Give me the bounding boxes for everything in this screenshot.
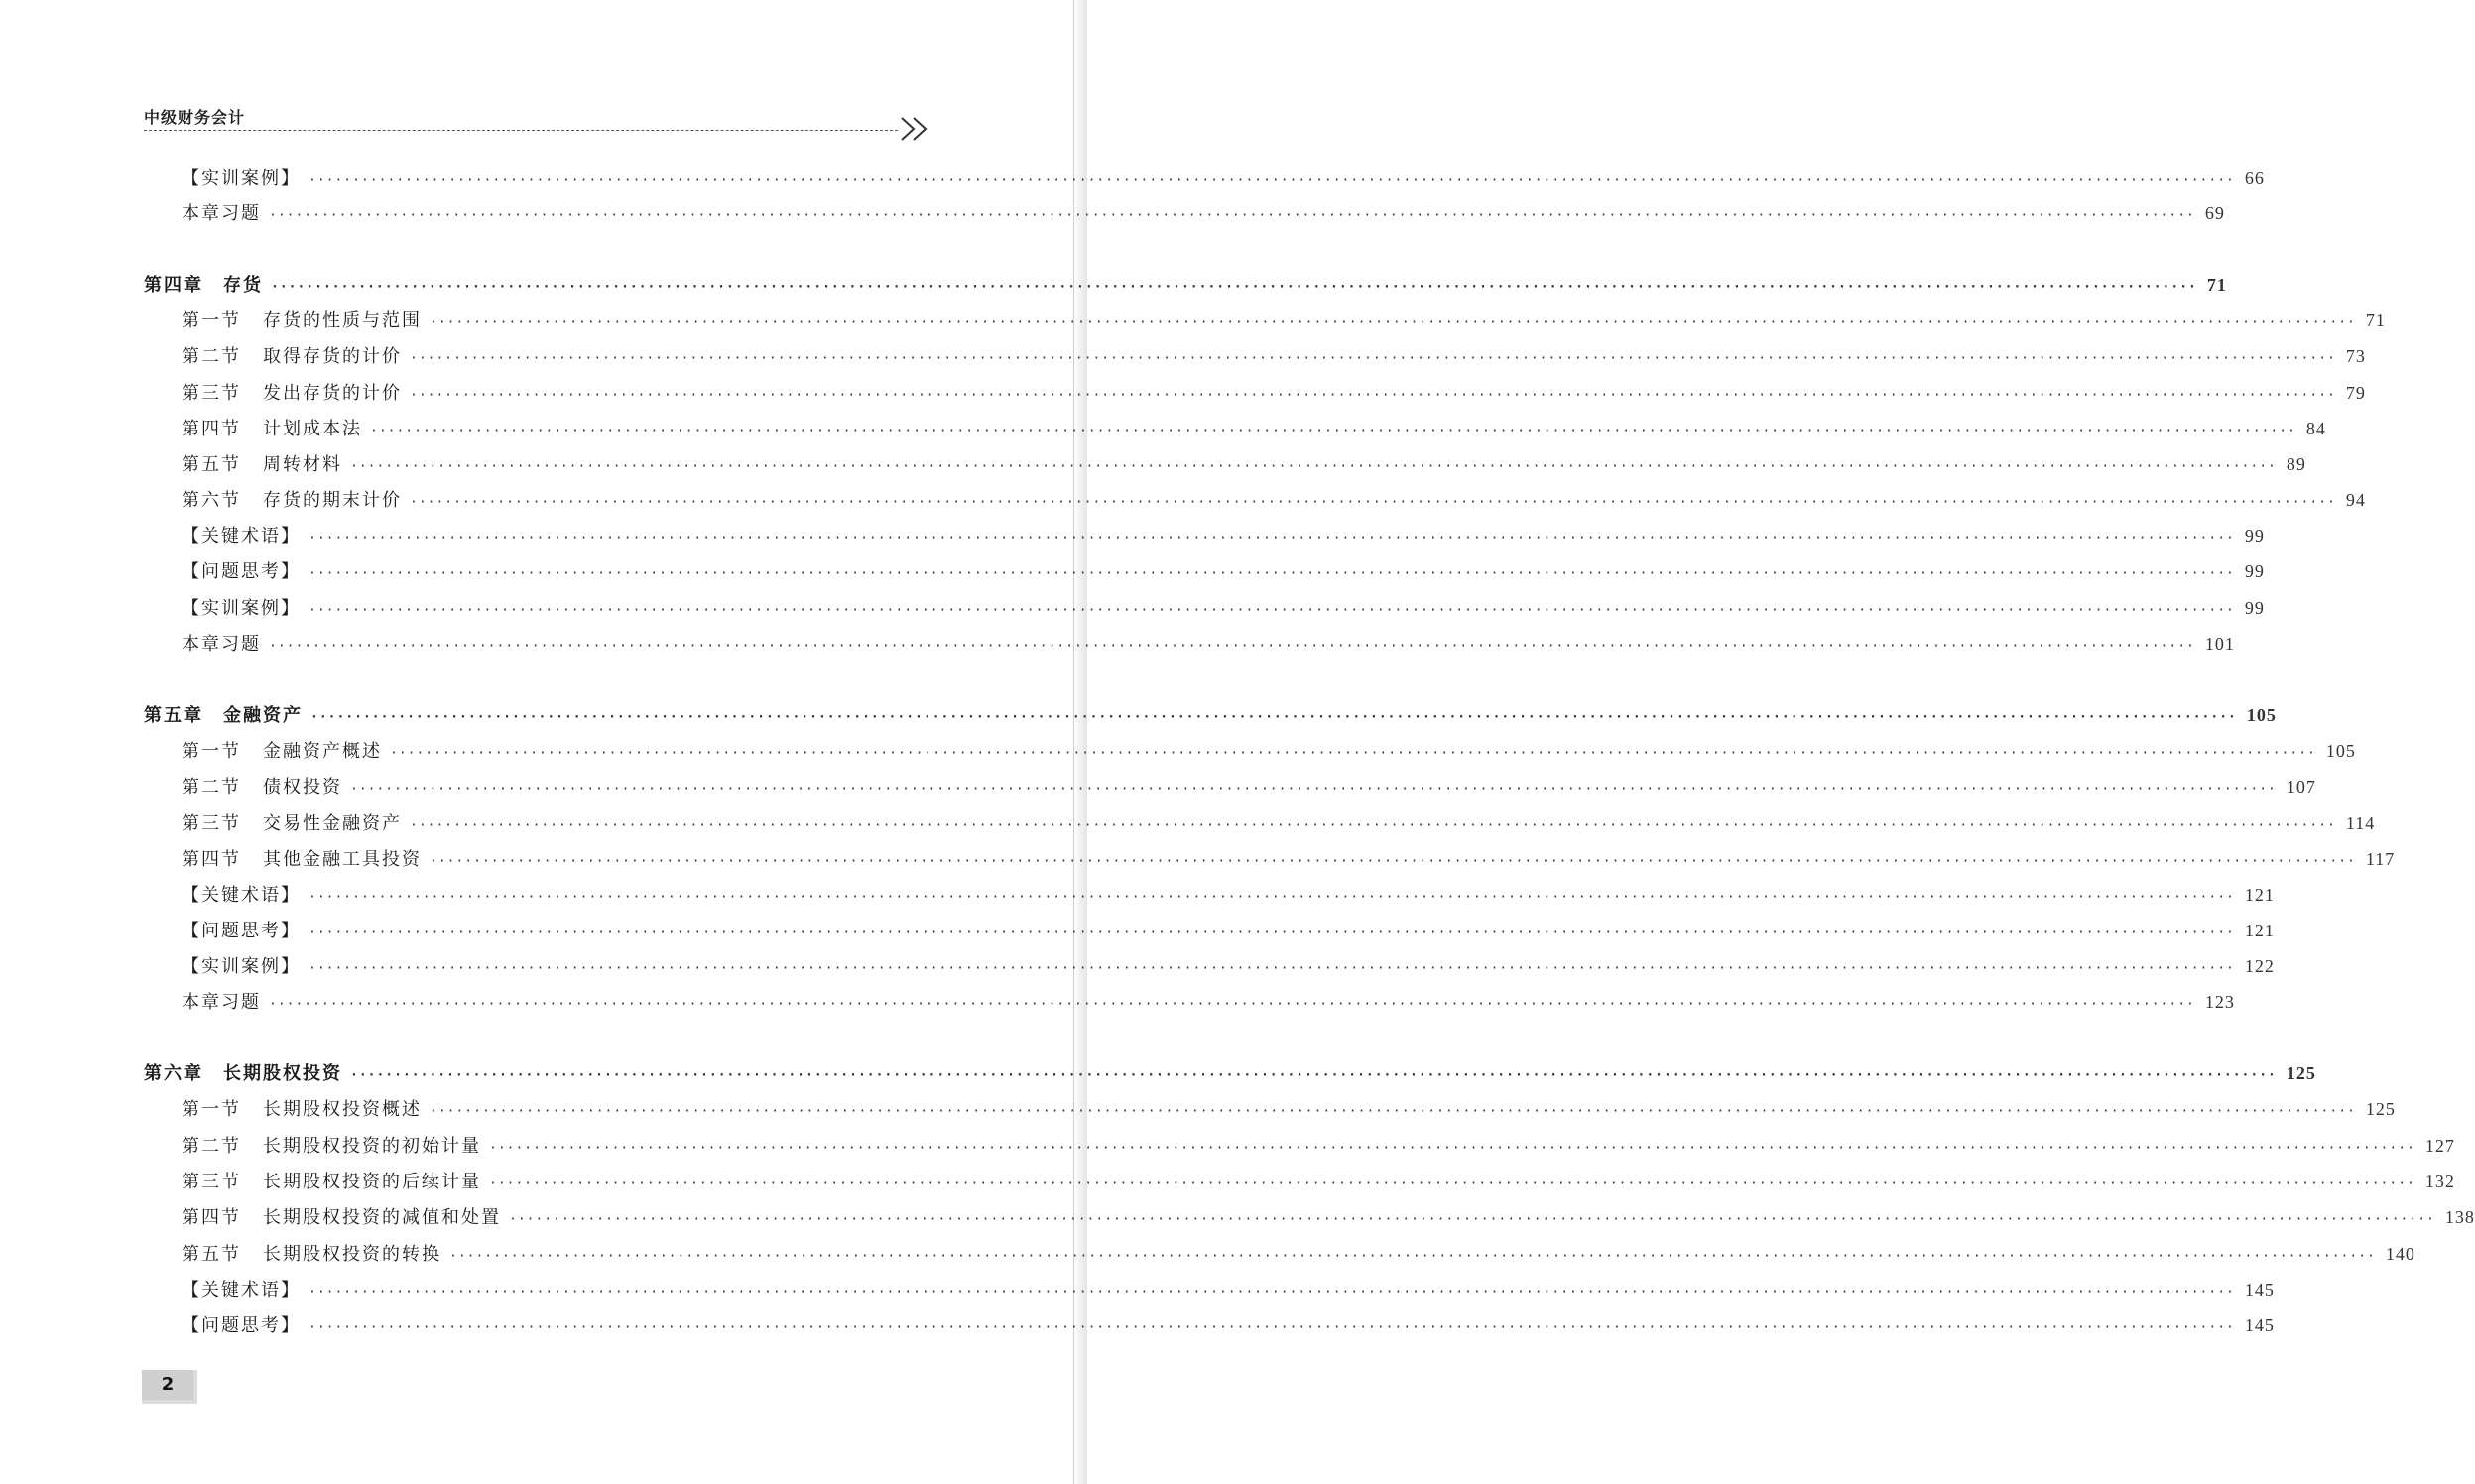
dot-leader: ···························································································································································································································· (449, 1249, 2376, 1264)
toc-entry[interactable] (182, 988, 2235, 1020)
entry-title: 计划成本法 (263, 419, 362, 439)
dot-leader: ···························································································································································································································· (309, 1320, 2235, 1335)
toc-chapter[interactable] (144, 701, 2277, 733)
toc-entry[interactable] (182, 450, 2306, 482)
page-ref: 105 (2325, 741, 2356, 761)
entry-title: 【问题思考】 (182, 1315, 301, 1336)
dot-leader: ···························································································································································································································· (430, 1104, 2356, 1119)
page-number: 2 (161, 1374, 175, 1395)
section-number: 第四节 (182, 849, 241, 870)
toc-entry[interactable] (182, 630, 2235, 662)
page-ref: 127 (2424, 1136, 2455, 1156)
header-dashed-rule (144, 130, 898, 131)
entry-title: 【问题思考】 (182, 561, 301, 582)
chapter-title: 存货 (223, 275, 263, 296)
entry-title: 长期股权投资概述 (263, 1099, 422, 1120)
page-ref: 117 (2365, 849, 2396, 869)
page-ref: 79 (2345, 383, 2366, 403)
dot-leader: ···························································································································································································································· (410, 818, 2336, 833)
toc-entry[interactable] (182, 486, 2366, 518)
page-ref: 89 (2286, 454, 2306, 474)
section-number: 第一节 (182, 1099, 241, 1120)
entry-title: 金融资产概述 (263, 741, 382, 762)
entry-title: 长期股权投资的减值和处置 (263, 1207, 501, 1228)
dot-leader: ···························································································································································································································· (489, 1141, 2415, 1156)
toc-entry[interactable] (182, 557, 2265, 589)
dot-leader: ···························································································································································································································· (309, 566, 2235, 581)
dot-leader: ···························································································································································································································· (390, 746, 2316, 761)
page-ref: 105 (2246, 705, 2277, 725)
page-ref: 66 (2244, 168, 2265, 187)
dot-leader: ···························································································································································································································· (350, 782, 2277, 797)
entry-title: 取得存货的计价 (263, 346, 402, 367)
book-title: 中级财务会计 (144, 108, 246, 127)
entry-title: 【实训案例】 (182, 956, 301, 977)
entry-title: 存货的期末计价 (263, 490, 402, 511)
dot-leader: ···························································································································································································································· (489, 1176, 2415, 1191)
dot-leader: ···························································································································································································································· (309, 531, 2235, 546)
toc-entry[interactable] (182, 917, 2275, 948)
page-ref: 73 (2345, 346, 2366, 366)
dot-leader: ···························································································································································································································· (271, 280, 2197, 295)
toc-entry[interactable] (182, 415, 2326, 446)
page-ref: 140 (2385, 1244, 2415, 1264)
entry-title: 本章习题 (182, 992, 261, 1013)
section-number: 第三节 (182, 813, 241, 834)
dot-leader: ···························································································································································································································· (350, 459, 2277, 474)
entry-title: 【关键术语】 (182, 1280, 301, 1300)
page-ref: 101 (2204, 634, 2235, 654)
entry-title: 本章习题 (182, 203, 261, 224)
dot-leader: ···························································································································································································································· (410, 351, 2336, 366)
double-chevron-right-icon (900, 116, 931, 142)
page-ref: 138 (2444, 1207, 2475, 1227)
entry-title: 其他金融工具投资 (263, 849, 422, 870)
page-ref: 123 (2204, 992, 2235, 1012)
section-number: 第二节 (182, 777, 241, 798)
dot-leader: ···························································································································································································································· (309, 173, 2235, 187)
toc-entry[interactable] (182, 881, 2275, 913)
chapter-number: 第六章 (144, 1063, 203, 1084)
entry-title: 长期股权投资的转换 (263, 1244, 441, 1265)
chapter-number: 第四章 (144, 275, 203, 296)
dot-leader: ···························································································································································································································· (410, 388, 2336, 403)
entry-title: 交易性金融资产 (263, 813, 402, 834)
toc-entry[interactable] (182, 164, 2265, 195)
section-number: 第三节 (182, 1172, 241, 1192)
toc-entry[interactable] (182, 594, 2265, 626)
toc-entry[interactable] (182, 845, 2396, 877)
dot-leader: ···························································································································································································································· (310, 710, 2237, 725)
toc-entry[interactable] (182, 1203, 2475, 1235)
page-ref: 71 (2206, 275, 2227, 295)
page-number-badge (142, 1370, 197, 1404)
running-header (144, 105, 937, 145)
page-ref: 99 (2244, 526, 2265, 546)
page-ref: 125 (2365, 1099, 2396, 1119)
page-ref: 145 (2244, 1280, 2275, 1299)
toc-entry[interactable] (182, 342, 2366, 374)
toc-entry[interactable] (182, 307, 2386, 338)
toc-entry[interactable] (182, 1168, 2455, 1199)
page-ref: 84 (2305, 419, 2326, 438)
page-ref: 121 (2244, 885, 2275, 905)
section-number: 第一节 (182, 741, 241, 762)
toc-entry[interactable] (182, 199, 2225, 231)
entry-title: 【关键术语】 (182, 526, 301, 547)
entry-title: 【关键术语】 (182, 885, 301, 906)
dot-leader: ···························································································································································································································· (370, 424, 2296, 438)
toc-entry[interactable] (182, 1240, 2415, 1272)
toc-chapter[interactable] (144, 271, 2227, 303)
entry-title: 长期股权投资的后续计量 (263, 1172, 481, 1192)
entry-title: 债权投资 (263, 777, 342, 798)
section-number: 第二节 (182, 1136, 241, 1157)
section-number: 第四节 (182, 419, 241, 439)
page-ref: 69 (2204, 203, 2225, 223)
section-number: 第六节 (182, 490, 241, 511)
dot-leader: ···························································································································································································································· (309, 926, 2235, 940)
toc-entry[interactable] (182, 1132, 2455, 1164)
section-number: 第五节 (182, 454, 241, 475)
toc-entry[interactable] (182, 809, 2376, 841)
dot-leader: ···························································································································································································································· (430, 315, 2356, 330)
page-ref: 71 (2365, 310, 2386, 330)
toc-entry[interactable] (182, 952, 2275, 984)
chapter-number: 第五章 (144, 705, 203, 726)
page-ref: 99 (2244, 598, 2265, 618)
page-ref: 114 (2345, 813, 2376, 833)
page-ref: 132 (2424, 1172, 2455, 1191)
entry-title: 【实训案例】 (182, 168, 301, 188)
page-ref: 94 (2345, 490, 2366, 510)
dot-leader: ···························································································································································································································· (309, 603, 2235, 618)
section-number: 第三节 (182, 383, 241, 404)
page-ref: 122 (2244, 956, 2275, 976)
chapter-title: 金融资产 (223, 705, 303, 726)
dot-leader: ···························································································································································································································· (269, 208, 2195, 223)
dot-leader: ···························································································································································································································· (350, 1068, 2277, 1083)
section-number: 第五节 (182, 1244, 241, 1265)
toc-entry[interactable] (182, 1276, 2275, 1307)
page-ref: 145 (2244, 1315, 2275, 1335)
page-ref: 125 (2286, 1063, 2316, 1083)
page-ref: 99 (2244, 561, 2265, 581)
dot-leader: ···························································································································································································································· (309, 890, 2235, 905)
dot-leader: ···························································································································································································································· (269, 639, 2195, 654)
dot-leader: ···························································································································································································································· (410, 495, 2336, 510)
section-number: 第四节 (182, 1207, 241, 1228)
dot-leader: ···························································································································································································································· (309, 1285, 2235, 1299)
toc-entry[interactable] (182, 379, 2366, 411)
page-ref: 121 (2244, 921, 2275, 940)
entry-title: 存货的性质与范围 (263, 310, 422, 331)
entry-title: 长期股权投资的初始计量 (263, 1136, 481, 1157)
section-number: 第二节 (182, 346, 241, 367)
toc-chapter[interactable] (144, 1059, 2316, 1091)
dot-leader: ···························································································································································································································· (309, 961, 2235, 976)
page-ref: 107 (2286, 777, 2316, 797)
entry-title: 发出存货的计价 (263, 383, 402, 404)
section-number: 第一节 (182, 310, 241, 331)
entry-title: 【问题思考】 (182, 921, 301, 941)
dot-leader: ···························································································································································································································· (430, 854, 2356, 869)
chapter-title: 长期股权投资 (223, 1063, 342, 1084)
toc-entry[interactable] (182, 773, 2316, 804)
toc-entry[interactable] (182, 522, 2265, 554)
entry-title: 【实训案例】 (182, 598, 301, 619)
entry-title: 周转材料 (263, 454, 342, 475)
toc-entry[interactable] (182, 737, 2356, 769)
dot-leader: ···························································································································································································································· (509, 1212, 2435, 1227)
dot-leader: ···························································································································································································································· (269, 997, 2195, 1012)
toc-entry[interactable] (182, 1311, 2275, 1343)
toc-entry[interactable] (182, 1095, 2396, 1127)
entry-title: 本章习题 (182, 634, 261, 655)
